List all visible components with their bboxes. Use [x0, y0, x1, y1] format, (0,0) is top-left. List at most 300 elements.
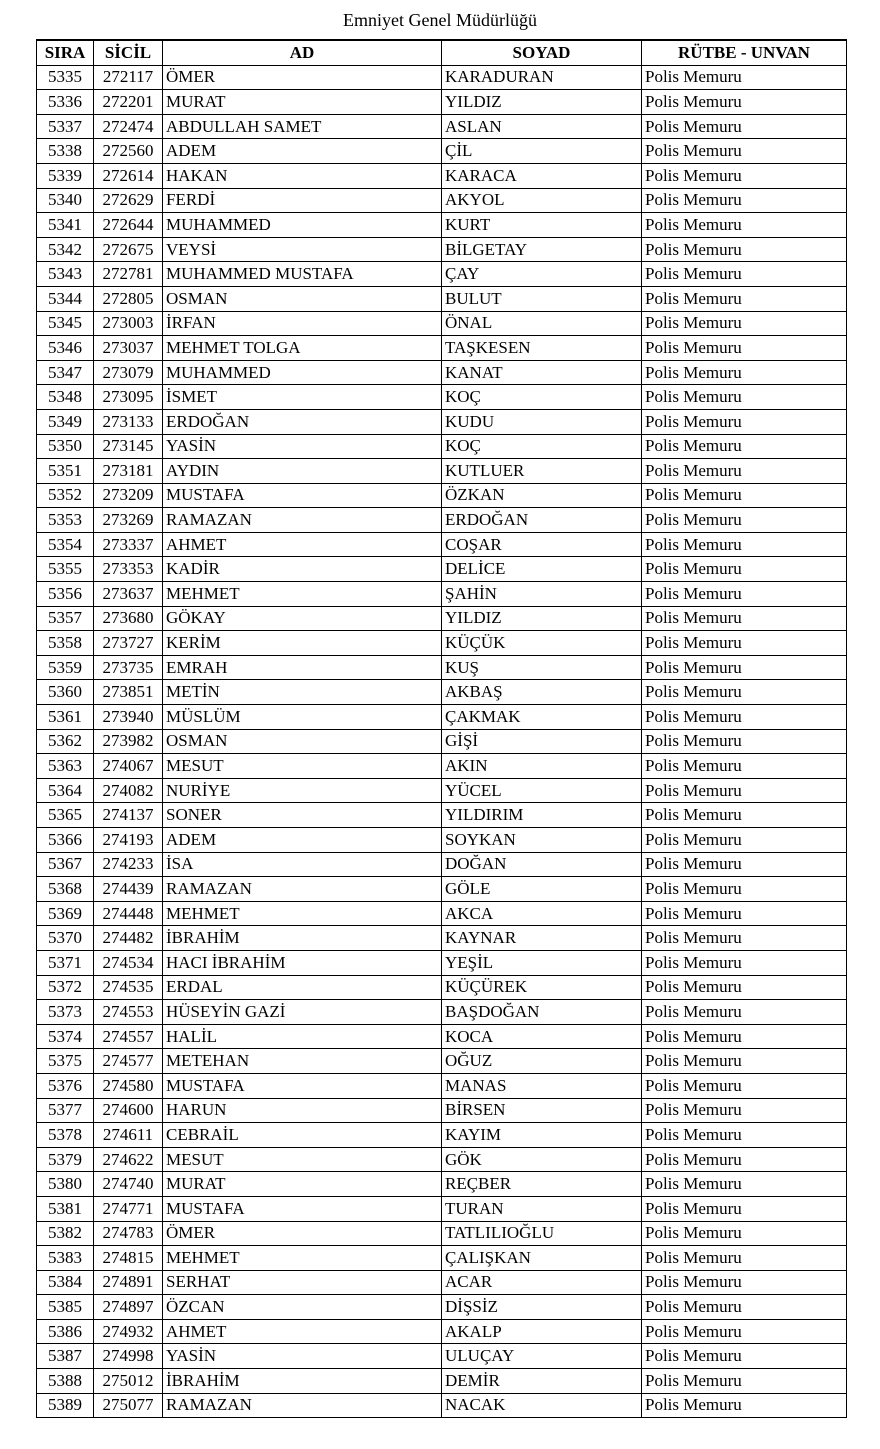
cell-sicil: 273337 [94, 532, 163, 557]
cell-sira: 5364 [37, 778, 94, 803]
cell-rutbe-unvan: Polis Memuru [642, 1000, 847, 1025]
cell-ad: YASİN [163, 434, 442, 459]
table-row [37, 582, 847, 607]
cell-sira: 5344 [37, 286, 94, 311]
cell-sicil: 274439 [94, 877, 163, 902]
cell-rutbe-unvan: Polis Memuru [642, 188, 847, 213]
cell-soyad: KURT [442, 213, 642, 238]
cell-soyad: AKCA [442, 901, 642, 926]
cell-ad: YASİN [163, 1344, 442, 1369]
header-row [37, 40, 847, 65]
table-row [37, 1221, 847, 1246]
cell-soyad: KOCA [442, 1024, 642, 1049]
cell-soyad: TURAN [442, 1196, 642, 1221]
cell-rutbe-unvan: Polis Memuru [642, 409, 847, 434]
cell-soyad: GİŞİ [442, 729, 642, 754]
cell-soyad: ÇAY [442, 262, 642, 287]
cell-sira: 5338 [37, 139, 94, 164]
cell-sicil: 274577 [94, 1049, 163, 1074]
cell-rutbe-unvan: Polis Memuru [642, 754, 847, 779]
cell-sicil: 274622 [94, 1147, 163, 1172]
cell-sira: 5383 [37, 1246, 94, 1271]
table-row [37, 729, 847, 754]
table-row [37, 1000, 847, 1025]
cell-soyad: BİLGETAY [442, 237, 642, 262]
cell-soyad: AKIN [442, 754, 642, 779]
table-row [37, 532, 847, 557]
cell-sicil: 273982 [94, 729, 163, 754]
cell-sira: 5359 [37, 655, 94, 680]
table-row [37, 286, 847, 311]
cell-rutbe-unvan: Polis Memuru [642, 1073, 847, 1098]
cell-ad: İBRAHİM [163, 1369, 442, 1394]
cell-ad: RAMAZAN [163, 508, 442, 533]
cell-ad: MEHMET TOLGA [163, 336, 442, 361]
table-row [37, 901, 847, 926]
cell-sira: 5337 [37, 114, 94, 139]
cell-sira: 5384 [37, 1270, 94, 1295]
cell-sicil: 272781 [94, 262, 163, 287]
cell-ad: ADEM [163, 139, 442, 164]
cell-rutbe-unvan: Polis Memuru [642, 508, 847, 533]
table-row [37, 778, 847, 803]
table-row [37, 65, 847, 90]
cell-soyad: ÇİL [442, 139, 642, 164]
cell-sira: 5349 [37, 409, 94, 434]
table-row [37, 828, 847, 853]
cell-sicil: 274082 [94, 778, 163, 803]
cell-rutbe-unvan: Polis Memuru [642, 385, 847, 410]
table-row [37, 1123, 847, 1148]
cell-rutbe-unvan: Polis Memuru [642, 557, 847, 582]
table-row [37, 336, 847, 361]
cell-rutbe-unvan: Polis Memuru [642, 311, 847, 336]
cell-soyad: DİŞSİZ [442, 1295, 642, 1320]
cell-ad: İRFAN [163, 311, 442, 336]
cell-sira: 5363 [37, 754, 94, 779]
cell-sira: 5366 [37, 828, 94, 853]
cell-sicil: 274067 [94, 754, 163, 779]
table-row [37, 655, 847, 680]
cell-ad: FERDİ [163, 188, 442, 213]
cell-sicil: 274553 [94, 1000, 163, 1025]
cell-ad: OSMAN [163, 729, 442, 754]
cell-sira: 5360 [37, 680, 94, 705]
column-header-ad: AD [163, 40, 442, 65]
cell-sicil: 272117 [94, 65, 163, 90]
cell-rutbe-unvan: Polis Memuru [642, 1024, 847, 1049]
cell-soyad: KUTLUER [442, 459, 642, 484]
cell-sicil: 274611 [94, 1123, 163, 1148]
cell-ad: AHMET [163, 532, 442, 557]
cell-soyad: KAYNAR [442, 926, 642, 951]
cell-sicil: 272614 [94, 163, 163, 188]
cell-soyad: YÜCEL [442, 778, 642, 803]
cell-rutbe-unvan: Polis Memuru [642, 1196, 847, 1221]
table-row [37, 90, 847, 115]
cell-rutbe-unvan: Polis Memuru [642, 262, 847, 287]
column-header-soyad: SOYAD [442, 40, 642, 65]
cell-sicil: 274193 [94, 828, 163, 853]
cell-sicil: 273680 [94, 606, 163, 631]
cell-rutbe-unvan: Polis Memuru [642, 1123, 847, 1148]
cell-rutbe-unvan: Polis Memuru [642, 360, 847, 385]
cell-sicil: 272805 [94, 286, 163, 311]
cell-ad: ADEM [163, 828, 442, 853]
table-row [37, 557, 847, 582]
cell-rutbe-unvan: Polis Memuru [642, 1246, 847, 1271]
table-row [37, 852, 847, 877]
cell-sira: 5386 [37, 1319, 94, 1344]
cell-soyad: BULUT [442, 286, 642, 311]
cell-ad: MEHMET [163, 582, 442, 607]
cell-soyad: DEMİR [442, 1369, 642, 1394]
cell-sira: 5340 [37, 188, 94, 213]
cell-rutbe-unvan: Polis Memuru [642, 631, 847, 656]
cell-ad: MUHAMMED [163, 360, 442, 385]
cell-ad: MUSTAFA [163, 483, 442, 508]
cell-sicil: 272629 [94, 188, 163, 213]
cell-sicil: 273037 [94, 336, 163, 361]
cell-ad: SONER [163, 803, 442, 828]
cell-soyad: ÖZKAN [442, 483, 642, 508]
table-row [37, 631, 847, 656]
cell-sira: 5370 [37, 926, 94, 951]
cell-ad: MURAT [163, 90, 442, 115]
cell-rutbe-unvan: Polis Memuru [642, 901, 847, 926]
cell-sicil: 274137 [94, 803, 163, 828]
cell-sicil: 274535 [94, 975, 163, 1000]
cell-sicil: 272474 [94, 114, 163, 139]
cell-sicil: 274600 [94, 1098, 163, 1123]
table-row [37, 1172, 847, 1197]
cell-ad: İSMET [163, 385, 442, 410]
cell-ad: METİN [163, 680, 442, 705]
cell-soyad: YILDIZ [442, 606, 642, 631]
cell-soyad: KARACA [442, 163, 642, 188]
table-row [37, 434, 847, 459]
cell-soyad: OĞUZ [442, 1049, 642, 1074]
cell-ad: ÖMER [163, 65, 442, 90]
cell-sira: 5369 [37, 901, 94, 926]
cell-soyad: KAYIM [442, 1123, 642, 1148]
table-row [37, 705, 847, 730]
cell-rutbe-unvan: Polis Memuru [642, 852, 847, 877]
cell-soyad: YILDIZ [442, 90, 642, 115]
cell-sicil: 275077 [94, 1393, 163, 1418]
table-header [37, 40, 847, 65]
cell-rutbe-unvan: Polis Memuru [642, 877, 847, 902]
cell-ad: EMRAH [163, 655, 442, 680]
cell-ad: AHMET [163, 1319, 442, 1344]
cell-sira: 5375 [37, 1049, 94, 1074]
cell-sira: 5335 [37, 65, 94, 90]
cell-rutbe-unvan: Polis Memuru [642, 926, 847, 951]
table-row [37, 237, 847, 262]
cell-rutbe-unvan: Polis Memuru [642, 1295, 847, 1320]
cell-soyad: KOÇ [442, 434, 642, 459]
cell-sira: 5381 [37, 1196, 94, 1221]
cell-sicil: 273133 [94, 409, 163, 434]
cell-ad: MESUT [163, 1147, 442, 1172]
cell-soyad: GÖK [442, 1147, 642, 1172]
cell-sicil: 273269 [94, 508, 163, 533]
cell-sira: 5367 [37, 852, 94, 877]
table-row [37, 139, 847, 164]
cell-soyad: KUŞ [442, 655, 642, 680]
cell-rutbe-unvan: Polis Memuru [642, 803, 847, 828]
cell-sicil: 272644 [94, 213, 163, 238]
cell-soyad: KARADURAN [442, 65, 642, 90]
cell-sicil: 275012 [94, 1369, 163, 1394]
cell-sira: 5372 [37, 975, 94, 1000]
cell-sicil: 274998 [94, 1344, 163, 1369]
cell-sira: 5374 [37, 1024, 94, 1049]
table-row [37, 1098, 847, 1123]
cell-ad: MUHAMMED [163, 213, 442, 238]
table-row [37, 950, 847, 975]
table-row [37, 1024, 847, 1049]
cell-ad: HÜSEYİN GAZİ [163, 1000, 442, 1025]
cell-sira: 5368 [37, 877, 94, 902]
cell-soyad: AKALP [442, 1319, 642, 1344]
cell-rutbe-unvan: Polis Memuru [642, 139, 847, 164]
table-row [37, 754, 847, 779]
cell-soyad: ÇAKMAK [442, 705, 642, 730]
cell-sicil: 273003 [94, 311, 163, 336]
cell-sira: 5361 [37, 705, 94, 730]
cell-sira: 5341 [37, 213, 94, 238]
cell-sicil: 273095 [94, 385, 163, 410]
cell-sicil: 274482 [94, 926, 163, 951]
cell-ad: VEYSİ [163, 237, 442, 262]
cell-rutbe-unvan: Polis Memuru [642, 655, 847, 680]
cell-rutbe-unvan: Polis Memuru [642, 237, 847, 262]
cell-rutbe-unvan: Polis Memuru [642, 778, 847, 803]
cell-sira: 5342 [37, 237, 94, 262]
cell-ad: ÖMER [163, 1221, 442, 1246]
cell-ad: SERHAT [163, 1270, 442, 1295]
cell-ad: MÜSLÜM [163, 705, 442, 730]
cell-ad: KERİM [163, 631, 442, 656]
cell-sira: 5346 [37, 336, 94, 361]
cell-sicil: 274783 [94, 1221, 163, 1246]
page-title: Emniyet Genel Müdürlüğü [343, 10, 537, 30]
cell-soyad: KANAT [442, 360, 642, 385]
cell-rutbe-unvan: Polis Memuru [642, 680, 847, 705]
cell-rutbe-unvan: Polis Memuru [642, 114, 847, 139]
table-row [37, 360, 847, 385]
table-row [37, 803, 847, 828]
cell-rutbe-unvan: Polis Memuru [642, 163, 847, 188]
cell-ad: GÖKAY [163, 606, 442, 631]
cell-ad: MESUT [163, 754, 442, 779]
cell-ad: İBRAHİM [163, 926, 442, 951]
table-row [37, 1246, 847, 1271]
cell-sicil: 274815 [94, 1246, 163, 1271]
cell-rutbe-unvan: Polis Memuru [642, 532, 847, 557]
cell-sicil: 274534 [94, 950, 163, 975]
cell-sicil: 273209 [94, 483, 163, 508]
cell-ad: AYDIN [163, 459, 442, 484]
table-row [37, 114, 847, 139]
cell-soyad: YILDIRIM [442, 803, 642, 828]
cell-sira: 5352 [37, 483, 94, 508]
cell-sira: 5380 [37, 1172, 94, 1197]
cell-rutbe-unvan: Polis Memuru [642, 434, 847, 459]
cell-ad: MEHMET [163, 901, 442, 926]
cell-ad: NURİYE [163, 778, 442, 803]
table-row [37, 262, 847, 287]
cell-sira: 5354 [37, 532, 94, 557]
cell-rutbe-unvan: Polis Memuru [642, 950, 847, 975]
cell-soyad: AKYOL [442, 188, 642, 213]
cell-rutbe-unvan: Polis Memuru [642, 828, 847, 853]
cell-sicil: 273735 [94, 655, 163, 680]
cell-soyad: REÇBER [442, 1172, 642, 1197]
cell-ad: İSA [163, 852, 442, 877]
cell-soyad: AKBAŞ [442, 680, 642, 705]
cell-soyad: ACAR [442, 1270, 642, 1295]
cell-sicil: 273181 [94, 459, 163, 484]
cell-sira: 5356 [37, 582, 94, 607]
cell-rutbe-unvan: Polis Memuru [642, 606, 847, 631]
cell-sira: 5345 [37, 311, 94, 336]
cell-ad: ABDULLAH SAMET [163, 114, 442, 139]
table-row [37, 508, 847, 533]
cell-soyad: ÇALIŞKAN [442, 1246, 642, 1271]
column-header-sicil: SİCİL [94, 40, 163, 65]
cell-sira: 5387 [37, 1344, 94, 1369]
cell-sicil: 274233 [94, 852, 163, 877]
table-row [37, 1369, 847, 1394]
cell-sira: 5343 [37, 262, 94, 287]
cell-sira: 5382 [37, 1221, 94, 1246]
cell-sicil: 274740 [94, 1172, 163, 1197]
cell-sicil: 272201 [94, 90, 163, 115]
table-row [37, 459, 847, 484]
cell-sicil: 274932 [94, 1319, 163, 1344]
cell-ad: ERDOĞAN [163, 409, 442, 434]
cell-sira: 5350 [37, 434, 94, 459]
cell-rutbe-unvan: Polis Memuru [642, 1049, 847, 1074]
cell-soyad: KÜÇÜREK [442, 975, 642, 1000]
table-row [37, 1319, 847, 1344]
table-row [37, 311, 847, 336]
cell-rutbe-unvan: Polis Memuru [642, 459, 847, 484]
cell-ad: OSMAN [163, 286, 442, 311]
cell-rutbe-unvan: Polis Memuru [642, 1221, 847, 1246]
cell-ad: ÖZCAN [163, 1295, 442, 1320]
cell-rutbe-unvan: Polis Memuru [642, 1319, 847, 1344]
personnel-table [36, 39, 847, 1418]
cell-sira: 5377 [37, 1098, 94, 1123]
cell-rutbe-unvan: Polis Memuru [642, 729, 847, 754]
cell-sicil: 274580 [94, 1073, 163, 1098]
table-row [37, 1073, 847, 1098]
table-body [37, 65, 847, 1418]
cell-soyad: GÖLE [442, 877, 642, 902]
cell-rutbe-unvan: Polis Memuru [642, 1147, 847, 1172]
cell-rutbe-unvan: Polis Memuru [642, 213, 847, 238]
cell-soyad: YEŞİL [442, 950, 642, 975]
cell-rutbe-unvan: Polis Memuru [642, 975, 847, 1000]
cell-sira: 5388 [37, 1369, 94, 1394]
cell-soyad: TATLILIOĞLU [442, 1221, 642, 1246]
cell-rutbe-unvan: Polis Memuru [642, 1369, 847, 1394]
table-row [37, 1270, 847, 1295]
cell-rutbe-unvan: Polis Memuru [642, 1172, 847, 1197]
cell-soyad: COŞAR [442, 532, 642, 557]
cell-soyad: ŞAHİN [442, 582, 642, 607]
cell-sicil: 272560 [94, 139, 163, 164]
cell-ad: MUHAMMED MUSTAFA [163, 262, 442, 287]
cell-sira: 5348 [37, 385, 94, 410]
cell-rutbe-unvan: Polis Memuru [642, 65, 847, 90]
table-row [37, 213, 847, 238]
cell-sira: 5365 [37, 803, 94, 828]
cell-soyad: SOYKAN [442, 828, 642, 853]
cell-soyad: ÖNAL [442, 311, 642, 336]
cell-soyad: KÜÇÜK [442, 631, 642, 656]
cell-ad: HALİL [163, 1024, 442, 1049]
cell-ad: HARUN [163, 1098, 442, 1123]
cell-soyad: DELİCE [442, 557, 642, 582]
cell-ad: MUSTAFA [163, 1073, 442, 1098]
cell-ad: HAKAN [163, 163, 442, 188]
cell-rutbe-unvan: Polis Memuru [642, 1270, 847, 1295]
cell-sicil: 273353 [94, 557, 163, 582]
table-row [37, 409, 847, 434]
cell-rutbe-unvan: Polis Memuru [642, 1344, 847, 1369]
cell-rutbe-unvan: Polis Memuru [642, 90, 847, 115]
table-row [37, 1147, 847, 1172]
table-row [37, 975, 847, 1000]
cell-soyad: KOÇ [442, 385, 642, 410]
cell-ad: RAMAZAN [163, 1393, 442, 1418]
cell-rutbe-unvan: Polis Memuru [642, 286, 847, 311]
cell-sira: 5371 [37, 950, 94, 975]
cell-sira: 5351 [37, 459, 94, 484]
table-row [37, 483, 847, 508]
cell-sira: 5339 [37, 163, 94, 188]
cell-ad: MUSTAFA [163, 1196, 442, 1221]
cell-sira: 5389 [37, 1393, 94, 1418]
cell-sira: 5379 [37, 1147, 94, 1172]
table-row [37, 1393, 847, 1418]
cell-sira: 5373 [37, 1000, 94, 1025]
cell-soyad: TAŞKESEN [442, 336, 642, 361]
cell-sira: 5355 [37, 557, 94, 582]
table-row [37, 188, 847, 213]
cell-sicil: 274891 [94, 1270, 163, 1295]
cell-rutbe-unvan: Polis Memuru [642, 582, 847, 607]
cell-sira: 5358 [37, 631, 94, 656]
cell-soyad: MANAS [442, 1073, 642, 1098]
cell-sicil: 273940 [94, 705, 163, 730]
table-row [37, 680, 847, 705]
cell-sira: 5362 [37, 729, 94, 754]
cell-rutbe-unvan: Polis Memuru [642, 483, 847, 508]
cell-ad: KADİR [163, 557, 442, 582]
cell-sira: 5357 [37, 606, 94, 631]
cell-rutbe-unvan: Polis Memuru [642, 1393, 847, 1418]
cell-ad: HACI İBRAHİM [163, 950, 442, 975]
cell-sicil: 273851 [94, 680, 163, 705]
cell-ad: CEBRAİL [163, 1123, 442, 1148]
cell-soyad: DOĞAN [442, 852, 642, 877]
cell-soyad: BAŞDOĞAN [442, 1000, 642, 1025]
